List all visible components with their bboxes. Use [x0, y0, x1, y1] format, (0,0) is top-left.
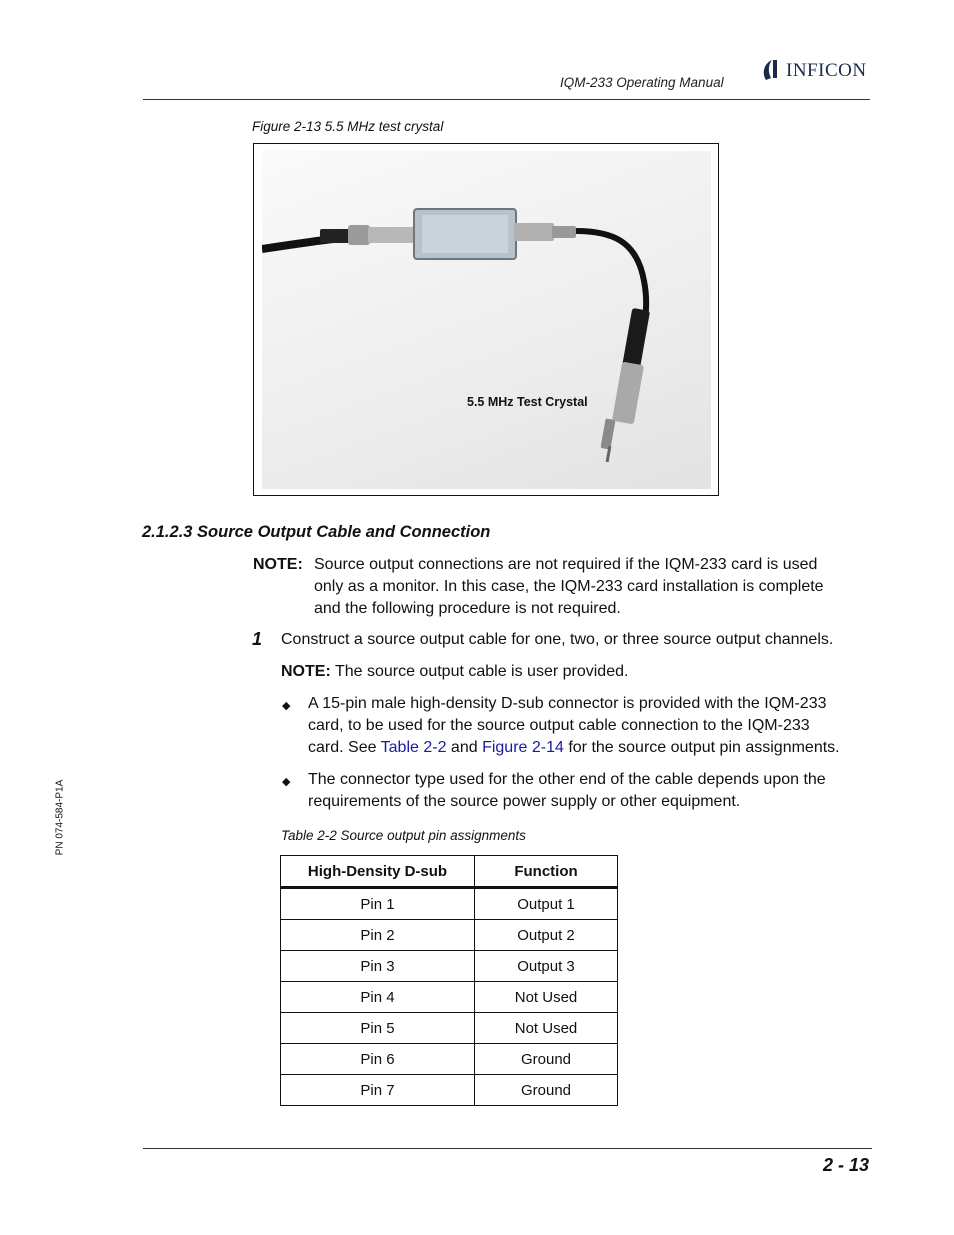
bullet-1-text: card. See — [308, 739, 381, 756]
note-1 — [253, 554, 303, 576]
table-cell: Pin 1 — [281, 888, 475, 920]
table-2-2-link[interactable]: Table 2-2 — [380, 739, 447, 756]
table-cell: Pin 2 — [281, 920, 475, 951]
table-cell: Not Used — [475, 982, 618, 1013]
table-cell: Not Used — [475, 1013, 618, 1044]
table-cell: Pin 3 — [281, 951, 475, 982]
table-row — [281, 888, 618, 920]
table-row — [281, 1075, 618, 1106]
table-cell: Pin 4 — [281, 982, 475, 1013]
table-cell: Output 2 — [475, 920, 618, 951]
table-caption: Table 2-2 Source output pin assignments — [281, 828, 526, 843]
pin-assignment-table — [280, 855, 618, 1106]
figure-2-14-link[interactable]: Figure 2-14 — [482, 739, 564, 756]
table-row — [281, 1044, 618, 1075]
table-cell: Output 1 — [475, 888, 618, 920]
bullet-2 — [308, 769, 888, 813]
note-2 — [281, 661, 628, 683]
test-crystal-photo — [262, 151, 711, 489]
part-number: PN 074-584-P1A — [54, 779, 66, 856]
step-number: 1 — [252, 629, 263, 649]
column-header: High-Density D-sub — [281, 856, 475, 888]
running-header-title: IQM-233 Operating Manual — [560, 75, 724, 90]
note-2-text: The source output cable is user provided. — [334, 663, 629, 680]
figure-caption: Figure 2-13 5.5 MHz test crystal — [252, 119, 444, 134]
bullet-1-text: and — [446, 739, 483, 756]
column-header: Function — [475, 856, 618, 888]
logo-wordmark: INFICON — [786, 60, 867, 81]
table-row — [281, 982, 618, 1013]
bullet-1-line-1: A 15-pin male high-density D-sub connector is provided with the IQM-233 — [308, 695, 827, 712]
inficon-logo — [760, 58, 867, 84]
bullet-2-line-2: requirements of the source power supply or other equipment. — [308, 793, 741, 810]
table-cell: Pin 6 — [281, 1044, 475, 1075]
note-1-line-1: Source output connections are not required if the IQM-233 card is used — [314, 556, 818, 573]
page-number: 2 - 13 — [823, 1155, 870, 1175]
footer-rule — [143, 1148, 872, 1149]
table-cell: Ground — [475, 1044, 618, 1075]
table-row — [281, 1013, 618, 1044]
figure-frame — [253, 143, 719, 496]
note-1-line-3: and the following procedure is not required. — [314, 600, 621, 617]
step-1-text: Construct a source output cable for one, two, or three source output channels. — [281, 631, 834, 648]
bullet-1-line-3 — [308, 737, 888, 759]
table-cell: Pin 5 — [281, 1013, 475, 1044]
bullet-1-line-2: card, to be used for the source output cable connection to the IQM-233 — [308, 717, 810, 734]
table-cell: Ground — [475, 1075, 618, 1106]
note-1-text — [314, 554, 874, 620]
inficon-logo-icon — [760, 56, 784, 87]
note-label: NOTE: — [281, 663, 331, 680]
photo-callout-label: 5.5 MHz Test Crystal — [467, 395, 588, 409]
bullet-1 — [308, 693, 888, 759]
header-rule — [143, 99, 870, 100]
bullet-1-text: for the source output pin assignments. — [563, 739, 840, 756]
table-cell: Output 3 — [475, 951, 618, 982]
bullet-2-line-1: The connector type used for the other end of the cable depends upon the — [308, 771, 826, 788]
bullet-diamond-icon: ◆ — [282, 700, 291, 712]
note-label: NOTE: — [253, 556, 303, 573]
table-header-row — [281, 856, 618, 888]
table-cell: Pin 7 — [281, 1075, 475, 1106]
table-row — [281, 951, 618, 982]
note-1-line-2: only as a monitor. In this case, the IQM-233 card installation is complete — [314, 578, 824, 595]
section-heading: 2.1.2.3 Source Output Cable and Connection — [142, 523, 491, 541]
table-row — [281, 920, 618, 951]
bullet-diamond-icon: ◆ — [282, 776, 291, 788]
